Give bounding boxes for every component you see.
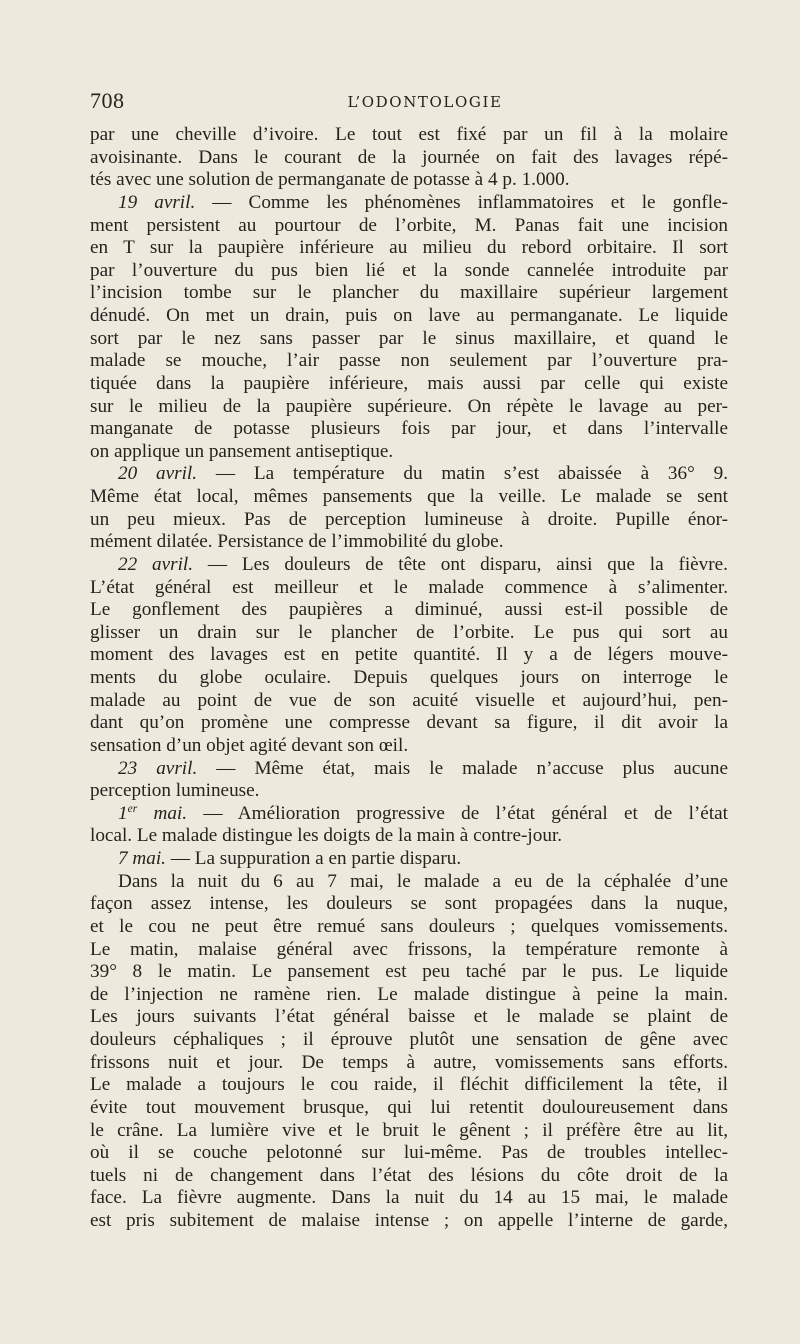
text-line: Le matin, malaise général avec frissons, la température remonte à [90,938,728,960]
text-line: sort par le nez sans passer par le sinus maxillaire, et quand le [90,327,728,349]
body-text [90,124,728,1233]
text-line: le crâne. La lumière vive et le bruit le gênent ; il préfère être au lit, [90,1119,728,1141]
text-line: dénudé. On met un drain, puis on lave au permanganate. Le liquide [90,305,728,326]
text-line: 20 avril. — La température du matin s’est abaissée à 36° 9. [118,463,728,485]
entry-date: 22 avril. [118,553,194,575]
entry-date: 20 avril. [118,463,198,485]
text-line: tés avec une solution de permanganate de potasse à 4 p. 1.000. [90,169,570,191]
text-line: en T sur la paupière inférieure au milieu du rebord orbitaire. Il sort [90,237,728,259]
text-line: avoisinante. Dans le courant de la journée on fait des lavages répé- [90,146,728,168]
entry-date: 19 avril. [118,191,196,213]
text-line: tiquée dans la paupière inférieure, mais aussi par celle qui existe [90,372,728,394]
text-line: façon assez intense, les douleurs se sont propagées dans la nuque, [90,893,728,915]
text-line: frissons nuit et jour. De temps à autre, vomissements sans efforts. [90,1051,728,1073]
text-line: douleurs céphaliques ; il éprouve plutôt une sensation de gêne avec [90,1029,728,1050]
entry-date: 23 avril. [118,757,198,779]
text-line: est pris subitement de malaise intense ; on appelle l’interne de garde, [90,1210,728,1231]
text-line: sur le milieu de la paupière supérieure. On répète le lavage au per- [90,395,728,417]
page-header [90,88,730,118]
entry-date: 1er mai. [118,802,188,824]
text-line: 1er mai. — Amélioration progressive de l’état général et de l’état [118,802,729,824]
text-line: de l’injection ne ramène rien. Le malade distingue à peine la main. [90,983,728,1005]
text-line: Même état local, mêmes pansements que la veille. Le malade se sent [90,486,728,507]
text-line: Dans la nuit du 6 au 7 mai, le malade a eu de la céphalée d’une [118,870,728,892]
text-line: sensation d’un objet agité devant son œil. [90,734,409,756]
text-line: 39° 8 le matin. Le pansement est peu taché par le pus. Le liquide [90,961,728,983]
text-line: Les jours suivants l’état général baisse et le malade se plaint de [90,1006,728,1028]
text-line: par l’ouverture du pus bien lié et la sonde cannelée introduite par [90,259,728,281]
text-line: ment persistent au pourtour de l’orbite, M. Panas fait une incision [90,214,728,236]
text-line: Le malade a toujours le cou raide, il fléchit difficilement la tête, il [90,1074,728,1096]
text-line: malade se mouche, l’air passe non seulement par l’ouverture pra- [90,350,728,372]
text-line: un peu mieux. Pas de perception lumineuse à droite. Pupille énor- [90,508,728,530]
text-line: manganate de potasse plusieurs fois par jour, et dans l’intervalle [90,418,728,440]
text-line: tuels ni de changement dans l’état des lésions du côte droit de la [90,1164,728,1186]
text-line: local. Le malade distingue les doigts de la main à contre-jour. [90,825,563,847]
text-line: glisser un drain sur le plancher de l’orbite. Le pus qui sort au [90,621,728,643]
text-line: mément dilatée. Persistance de l’immobilité du globe. [90,531,504,553]
text-line: face. La fièvre augmente. Dans la nuit du 14 au 15 mai, le malade [90,1187,728,1209]
text-line: où il se couche pelotonné sur lui-même. Pas de troubles intellec- [90,1142,728,1164]
text-line: 7 mai. — La suppuration a en partie disparu. [118,848,462,869]
text-line: ments du globe oculaire. Depuis quelques jours on interroge le [90,667,728,688]
text-line: et le cou ne peut être remué sans douleurs ; quelques vomissements. [90,915,728,937]
text-line: par une cheville d’ivoire. Le tout est fixé par un fil à la molaire [90,124,728,145]
text-line: l’incision tombe sur le plancher du maxillaire supérieur largement [90,282,728,304]
text-line: moment des lavages est en petite quantité. Il y a de légers mouve- [90,644,728,666]
text-line: dant qu’on promène une compresse devant sa figure, il dit avoir la [90,712,728,734]
text-line: perception lumineuse. [90,780,260,802]
text-line: on applique un pansement antiseptique. [90,440,394,462]
running-title: L’ODONTOLOGIE [347,93,503,111]
page-number: 708 [90,88,125,113]
text-line: évite tout mouvement brusque, qui lui retentit douloureusement dans [90,1096,728,1118]
text-line: 19 avril. — Comme les phénomènes inflammatoires et le gonfle- [118,191,728,213]
text-line: Le gonflement des paupières a diminué, aussi est-il possible de [90,599,728,621]
text-line: malade au point de vue de son acuité visuelle et aujourd’hui, pen- [90,689,728,711]
text-line: 23 avril. — Même état, mais le malade n’accuse plus aucune [118,757,728,779]
text-line: L’état général est meilleur et le malade commence à s’alimenter. [90,576,728,598]
entry-date: 7 mai. [118,848,166,869]
text-line: 22 avril. — Les douleurs de tête ont disparu, ainsi que la fièvre. [118,553,728,575]
